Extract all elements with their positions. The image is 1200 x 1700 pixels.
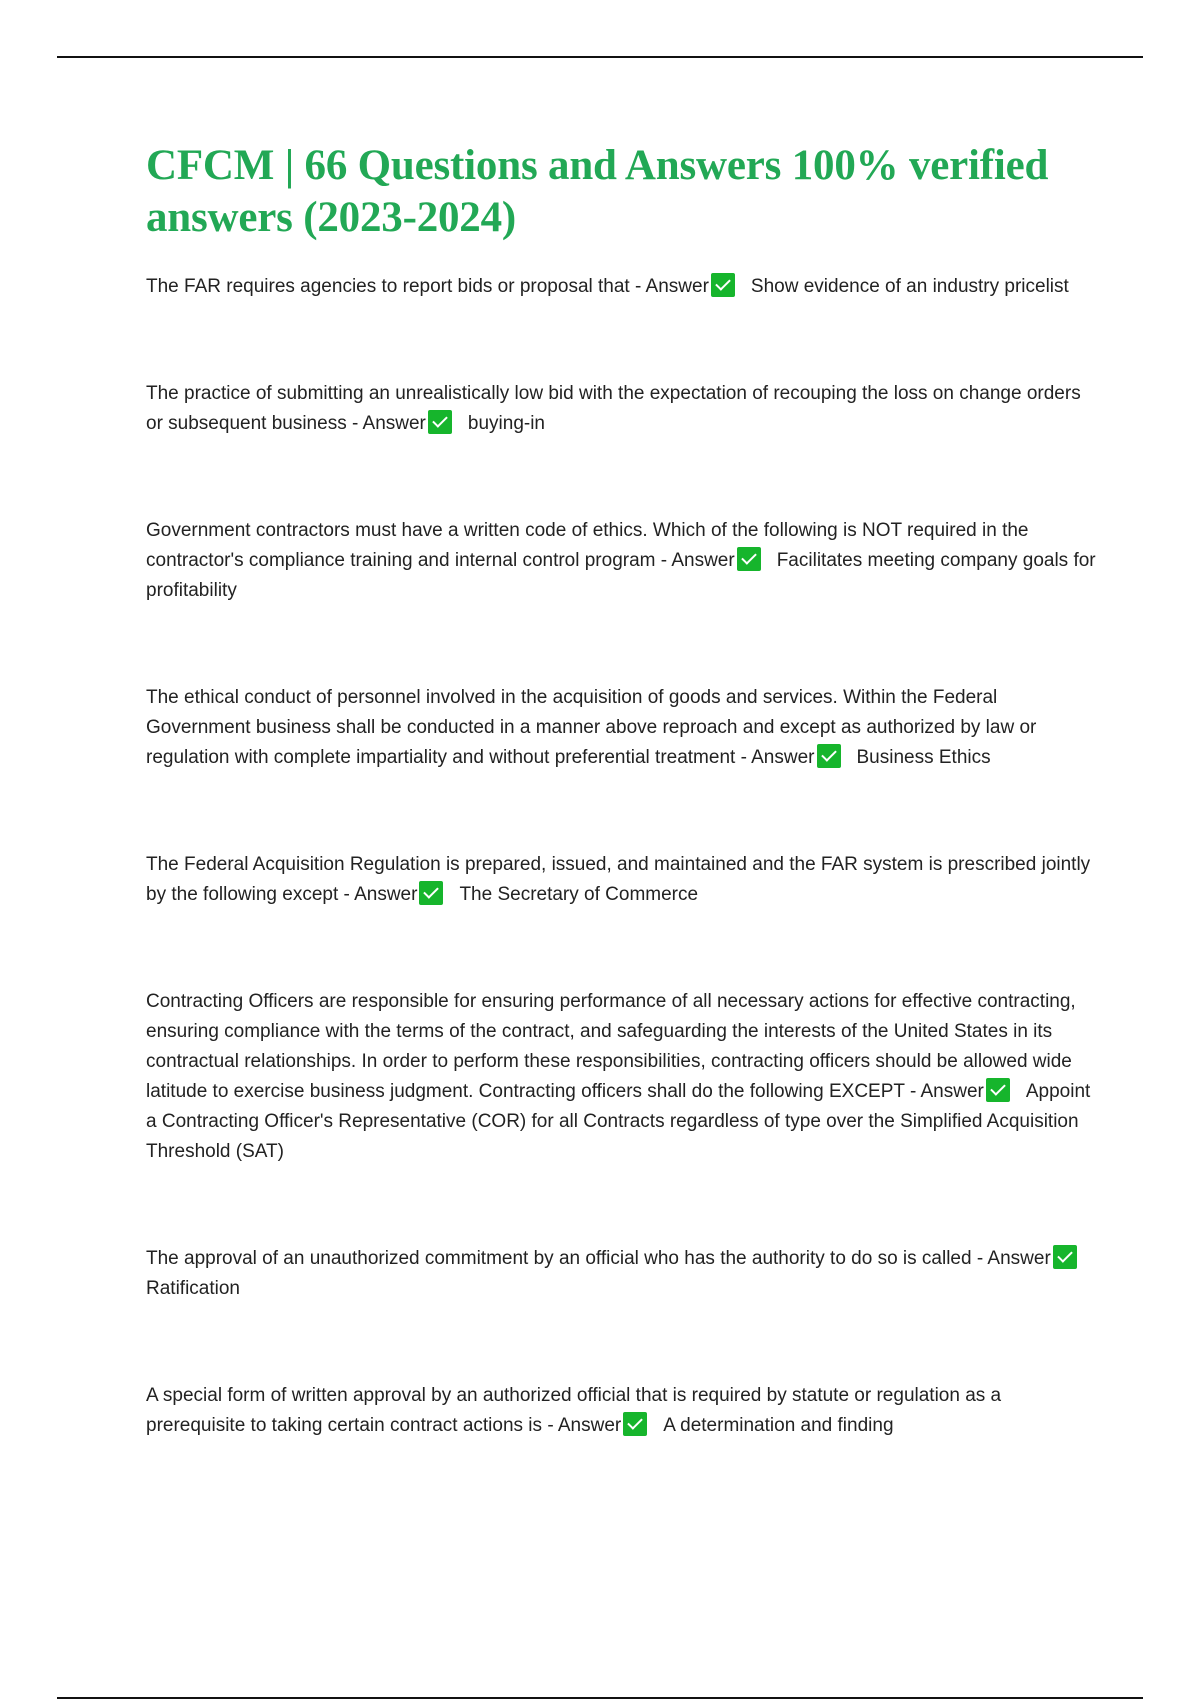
answer-label: - Answer — [660, 550, 735, 571]
qa-item — [146, 683, 1096, 773]
question-text: The FAR requires agencies to report bids or proposal that — [146, 276, 630, 297]
question-text: Contracting Officers are responsible for ensuring performance of all necessary actions for effective contracting, ensuring compliance with the terms of the contract, and safeguarding the interests of the United States in its contractual relationships. In order to perform these responsibilities, contracting officers should be allowed wide latitude to exercise business judgment. Contracting officers shall do the following EXCEPT — [146, 991, 1076, 1102]
document-title: CFCM | 66 Questions and Answers 100% verified answers (2023-2024) — [146, 142, 1049, 241]
question-text: The Federal Acquisition Regulation is prepared, issued, and maintained and the FAR system is prescribed jointly by the following except — [146, 854, 1091, 905]
answer-text: Appoint a Contracting Officer's Representative (COR) for all Contracts regardless of type over the Simplified Acquisition Threshold (SAT) — [146, 1081, 1091, 1162]
document-body — [146, 140, 1096, 1518]
check-icon — [428, 410, 452, 434]
answer-text: Facilitates meeting company goals for profitability — [146, 550, 1096, 601]
question-text: The approval of an unauthorized commitment by an official who has the authority to do so is called — [146, 1248, 972, 1269]
qa-list — [146, 272, 1096, 1441]
answer-label: - Answer — [634, 276, 709, 297]
answer-text: buying-in — [467, 413, 545, 434]
check-icon — [986, 1078, 1010, 1102]
check-icon — [419, 881, 443, 905]
check-icon — [623, 1412, 647, 1436]
qa-item — [146, 1244, 1096, 1304]
answer-label: - Answer — [547, 1415, 622, 1436]
answer-text: Show evidence of an industry pricelist — [750, 276, 1069, 297]
question-text: The practice of submitting an unrealistically low bid with the expectation of recouping the loss on change orders or subsequent business — [146, 383, 1081, 434]
qa-item — [146, 272, 1096, 302]
top-rule — [57, 56, 1143, 58]
qa-item — [146, 987, 1096, 1167]
answer-text: The Secretary of Commerce — [459, 884, 699, 905]
qa-item — [146, 850, 1096, 910]
question-text: A special form of written approval by an authorized official that is required by statute or regulation as a prerequisite to taking certain contract actions is — [146, 1385, 1002, 1436]
check-icon — [1053, 1245, 1077, 1269]
qa-item — [146, 1381, 1096, 1441]
answer-label: - Answer — [909, 1081, 984, 1102]
answer-label: - Answer — [976, 1248, 1051, 1269]
answer-text: Business Ethics — [856, 747, 991, 768]
bottom-rule — [57, 1697, 1143, 1699]
question-text: Government contractors must have a written code of ethics. Which of the following is NOT required in the contractor's compliance training and internal control program — [146, 520, 1029, 571]
check-icon — [817, 744, 841, 768]
qa-item — [146, 516, 1096, 606]
question-text: The ethical conduct of personnel involved in the acquisition of goods and services. Within the Federal Government business shall be conducted in a manner above reproach and except as authorized by law or regulation with complete impartiality and without preferential treatment — [146, 687, 1037, 768]
answer-label: - Answer — [351, 413, 426, 434]
qa-item — [146, 379, 1096, 439]
answer-text: Ratification — [146, 1278, 240, 1299]
answer-label: - Answer — [343, 884, 418, 905]
answer-text: A determination and finding — [663, 1415, 894, 1436]
answer-label: - Answer — [740, 747, 815, 768]
check-icon — [737, 547, 761, 571]
check-icon — [711, 273, 735, 297]
